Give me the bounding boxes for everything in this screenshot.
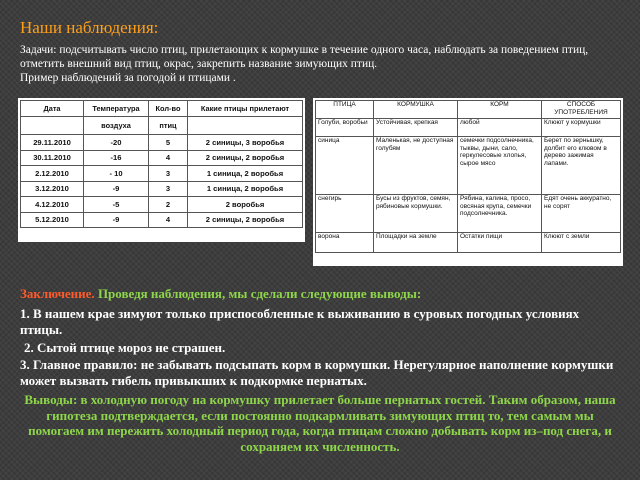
cell-feeder: Бусы из фруктов, семян, рябиновые кормушки. [374, 195, 458, 233]
cell-bird: Голуби, воробьи [316, 119, 374, 137]
cell-birds: 1 синица, 2 воробья [188, 166, 303, 182]
cell-feeder: Устойчивая, крепкая [374, 119, 458, 137]
cell-birds: 2 воробья [188, 197, 303, 213]
cell-count: 4 [149, 212, 188, 228]
weather-table-header-row-2 [21, 117, 303, 135]
cell-count: 5 [149, 135, 188, 151]
weather-header-birds-2 [188, 117, 303, 135]
weather-header-birds: Какие птицы прилетают [188, 101, 303, 117]
cell-birds: 1 синица, 2 воробья [188, 181, 303, 197]
table-row [316, 195, 621, 233]
table-row [21, 166, 303, 182]
cell-feeder: Площадки на земле [374, 233, 458, 253]
cell-method: Берет по зернышку, долбит его клювом в дерево зажимая лапами. [542, 137, 621, 195]
cell-food: любой [458, 119, 542, 137]
cell-date: 29.11.2010 [21, 135, 84, 151]
cell-method: Едят очень аккуратно, не сорят [542, 195, 621, 233]
cell-temp: -16 [84, 150, 149, 166]
cell-food: семечки подсолнечника, тыквы, дыни, сало, геркулесовые хлопья, сырое мясо [458, 137, 542, 195]
cell-count: 4 [149, 150, 188, 166]
weather-header-date: Дата [21, 101, 84, 117]
cell-date: 4.12.2010 [21, 197, 84, 213]
weather-table-image [18, 98, 305, 242]
cell-count: 3 [149, 166, 188, 182]
conclusion-label: Заключение. [20, 286, 95, 301]
page-title: Наши наблюдения: [20, 18, 159, 37]
feeder-header-method: СПОСОБ УПОТРЕБЛЕНИЯ [542, 101, 621, 119]
weather-header-temp: Температура [84, 101, 149, 117]
cell-birds: 2 синицы, 3 воробья [188, 135, 303, 151]
feeder-header-feeder: КОРМУШКА [374, 101, 458, 119]
weather-table-header-row [21, 101, 303, 117]
final-conclusion: Выводы: в холодную погоду на кормушку прилетает больше пернатых гостей. Таким образом, наша гипотеза подтверждается, если постоянно подкармливать зимующих птиц то, тем самым мы помогаем им пережить холодный период года, когда птицам сложно добывать корм из–под снега, и сохраняем их численность. [24, 392, 616, 454]
feeder-table-image [313, 98, 623, 266]
conclusion-point-1: 1. В нашем крае зимуют только приспособленные к выживанию в суровых погодных условиях птицы. [20, 306, 580, 337]
cell-bird: синица [316, 137, 374, 195]
cell-birds: 2 синицы, 2 воробья [188, 212, 303, 228]
feeder-header-bird: ПТИЦА [316, 101, 374, 119]
cell-bird: снегирь [316, 195, 374, 233]
table-row [21, 135, 303, 151]
conclusion-point-3: 3. Главное правило: не забывать подсыпать корм в кормушки. Нерегулярное наполнение кормушки может вызвать гибель привыкших к подкормке пернатых. [20, 357, 614, 388]
weather-header-count-2: птиц [149, 117, 188, 135]
conclusion-heading [20, 286, 620, 302]
cell-count: 2 [149, 197, 188, 213]
weather-header-date-2 [21, 117, 84, 135]
feeder-header-food: КОРМ [458, 101, 542, 119]
cell-method: Клюют у кормушки [542, 119, 621, 137]
cell-temp: -9 [84, 181, 149, 197]
table-row [316, 119, 621, 137]
table-row [316, 233, 621, 253]
weather-header-temp-2: воздуха [84, 117, 149, 135]
table-row [21, 181, 303, 197]
cell-bird: ворона [316, 233, 374, 253]
table-row [21, 150, 303, 166]
example-caption: Пример наблюдений за погодой и птицами . [20, 72, 236, 84]
cell-date: 2.12.2010 [21, 166, 84, 182]
cell-date: 5.12.2010 [21, 212, 84, 228]
weather-table [20, 100, 303, 228]
cell-temp: -9 [84, 212, 149, 228]
weather-header-count: Кол-во [149, 101, 188, 117]
conclusion-point-2: 2. Сытой птице мороз не страшен. [24, 340, 226, 355]
cell-count: 3 [149, 181, 188, 197]
cell-date: 30.11.2010 [21, 150, 84, 166]
cell-temp: - 10 [84, 166, 149, 182]
cell-temp: -20 [84, 135, 149, 151]
cell-temp: -5 [84, 197, 149, 213]
cell-food: Рябина, калина, просо, овсяная крупа, семечки подсолнечника. [458, 195, 542, 233]
cell-feeder: Маленькая, не доступная голубям [374, 137, 458, 195]
feeder-table [315, 100, 621, 253]
table-row [21, 212, 303, 228]
cell-birds: 2 синицы, 2 воробья [188, 150, 303, 166]
conclusion-lead: Проведя наблюдения, мы сделали следующие выводы: [94, 286, 422, 301]
cell-method: Клюют с земли [542, 233, 621, 253]
feeder-table-header-row [316, 101, 621, 119]
cell-date: 3.12.2010 [21, 181, 84, 197]
cell-food: Остатки пищи [458, 233, 542, 253]
table-row [21, 197, 303, 213]
table-row [316, 137, 621, 195]
task-text: Задачи: подсчитывать число птиц, прилетающих к кормушке в течение одного часа, наблюдать за поведением птиц, отметить внешний вид птиц, окрас, закрепить название зимующих птиц. [20, 44, 589, 70]
